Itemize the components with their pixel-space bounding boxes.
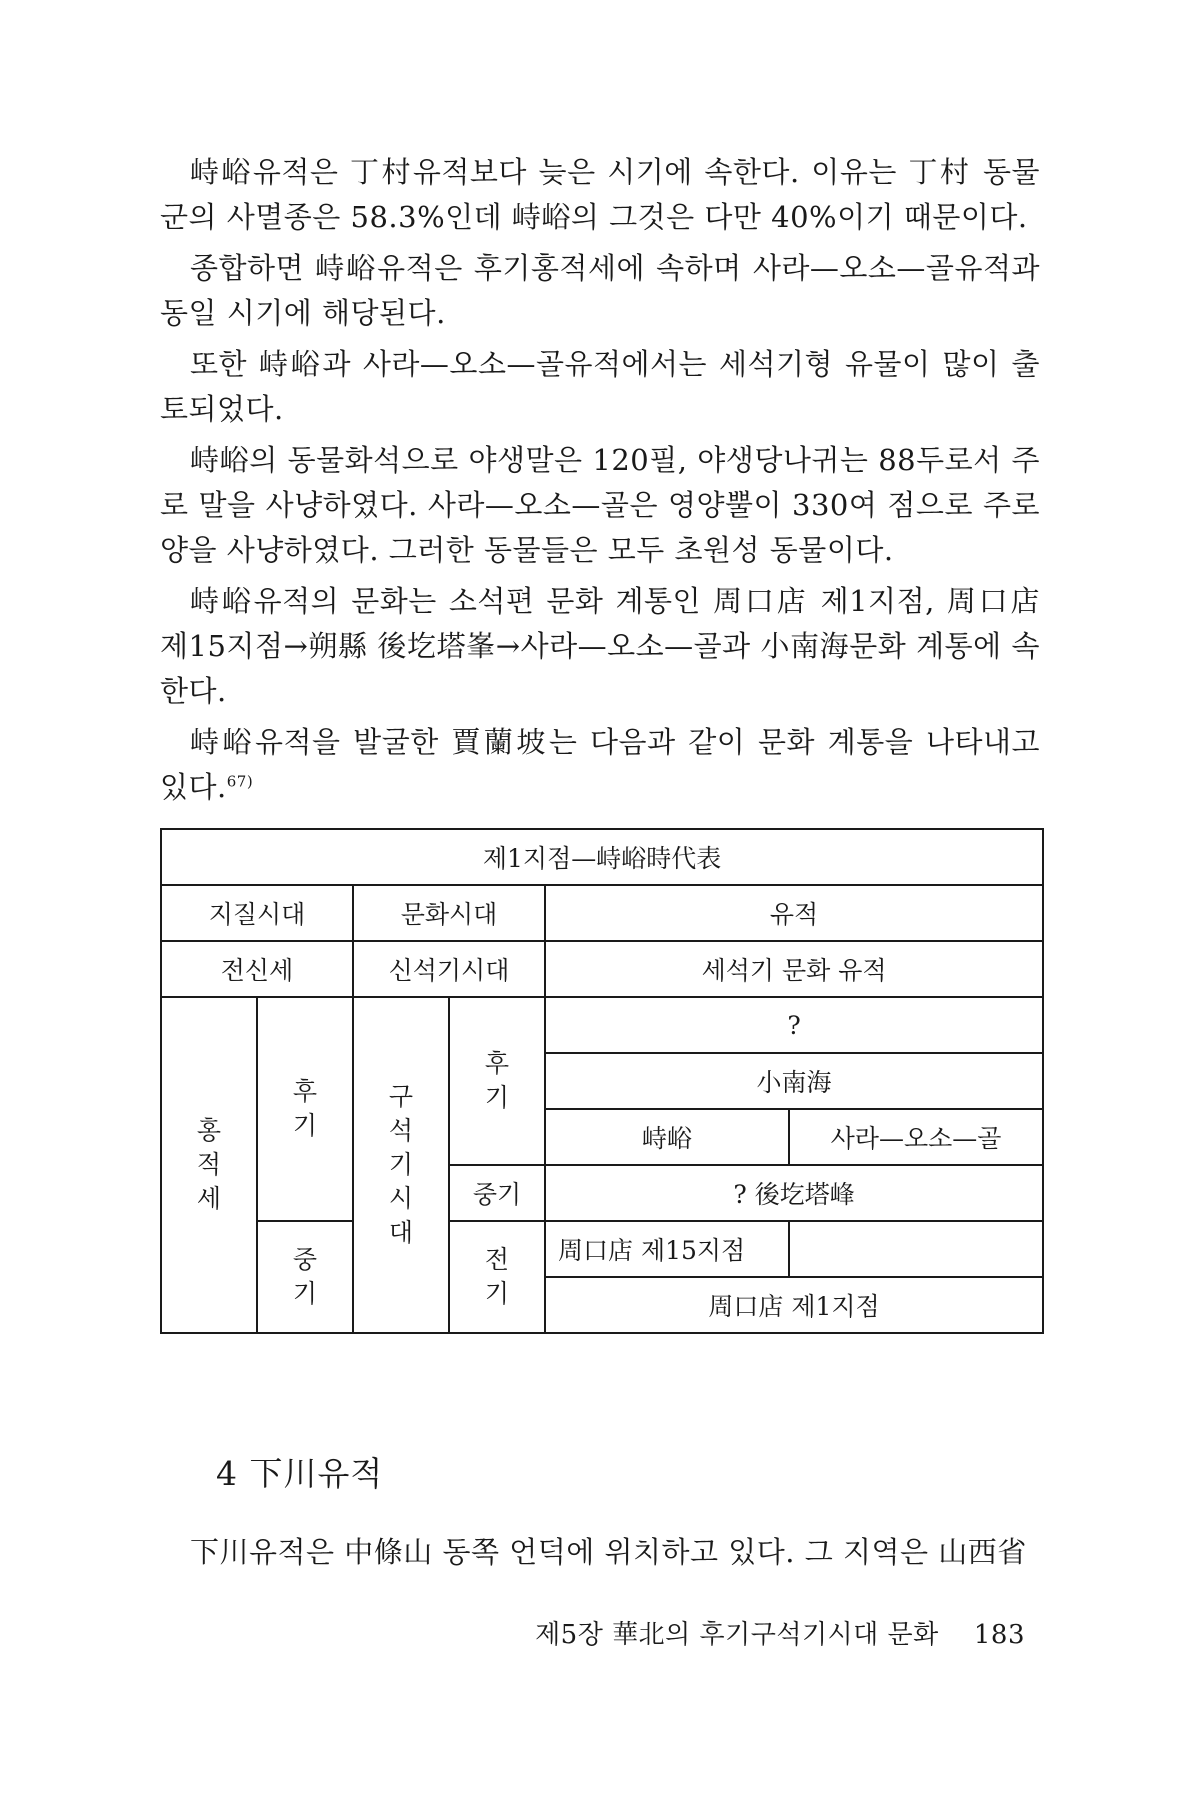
vertical-char: 대	[388, 1218, 414, 1247]
paragraph: 峙峪의 동물화석으로 야생말은 120필, 야생당나귀는 88두로서 주로 말을 사냥하였다. 사라—오소—골은 영양뿔이 330여 점으로 주로 양을 사냥하였다. 그러한 동물들은 모두 초원성 동물이다.	[160, 443, 1040, 567]
paragraph: 또한 峙峪과 사라—오소—골유적에서는 세석기형 유물이 많이 출토되었다.	[160, 347, 1040, 426]
paragraph: 下川유적은 中條山 동쪽 언덕에 위치하고 있다. 그 지역은 山西省	[190, 1535, 1027, 1569]
vertical-char: 중	[292, 1245, 318, 1274]
footnote-ref: 67)	[226, 772, 254, 791]
cell-neolithic: 신석기시대	[353, 941, 545, 997]
vertical-char: 기	[388, 1150, 414, 1179]
cell-hougetafeng: ? 後圪塔峰	[545, 1165, 1043, 1221]
era-table	[160, 828, 1044, 1334]
cell-xiaonanhai: 小南海	[545, 1053, 1043, 1109]
body-text	[160, 150, 1040, 816]
cell-microlith-sites: 세석기 문화 유적	[545, 941, 1043, 997]
cell-pleistocene	[161, 997, 257, 1333]
cell-shiyu: 峙峪	[545, 1109, 789, 1165]
page-number: 183	[973, 1620, 1025, 1650]
paragraph: 종합하면 峙峪유적은 후기홍적세에 속하며 사라—오소—골유적과 동일 시기에 해당된다.	[160, 251, 1040, 330]
vertical-char: 적	[196, 1150, 222, 1179]
vertical-char: 후	[484, 1049, 510, 1078]
vertical-char: 시	[388, 1184, 414, 1213]
cell-zhoukoudian-15: 周口店 제15지점	[545, 1221, 789, 1277]
header-cultural-age: 문화시대	[353, 885, 545, 941]
cell-middle-pleistocene	[257, 1221, 353, 1333]
paragraph: 峙峪유적의 문화는 소석편 문화 계통인 周口店 제1지점, 周口店 제15지점→朔縣 後圪塔峯→사라—오소—골과 小南海문화 계통에 속한다.	[160, 584, 1040, 708]
vertical-char: 기	[484, 1083, 510, 1112]
header-sites: 유적	[545, 885, 1043, 941]
cell-zhoukoudian-1: 周口店 제1지점	[545, 1277, 1043, 1333]
cell-early-paleolithic	[449, 1221, 545, 1333]
cell-sara-osogol: 사라—오소—골	[789, 1109, 1043, 1165]
cell-empty	[789, 1221, 1043, 1277]
header-geologic-age: 지질시대	[161, 885, 353, 941]
vertical-char: 기	[292, 1279, 318, 1308]
running-head: 제5장 華北의 후기구석기시대 문화	[535, 1620, 939, 1650]
vertical-char: 기	[292, 1111, 318, 1140]
vertical-char: 전	[484, 1245, 510, 1274]
paragraph-text: 峙峪유적을 발굴한 賈蘭坡는 다음과 같이 문화 계통을 나타내고 있다.	[160, 725, 1040, 804]
vertical-char: 세	[196, 1184, 222, 1213]
vertical-char: 석	[388, 1116, 414, 1145]
cell-late-paleolithic	[449, 997, 545, 1165]
cell-late-pleistocene	[257, 997, 353, 1221]
cell-holocene: 전신세	[161, 941, 353, 997]
paragraph	[160, 720, 1040, 810]
cell-middle-paleolithic: 중기	[449, 1165, 545, 1221]
vertical-char: 홍	[196, 1116, 222, 1145]
vertical-char: 기	[484, 1279, 510, 1308]
vertical-char: 구	[388, 1082, 414, 1111]
section-title: 4 下川유적	[216, 1454, 384, 1493]
vertical-char: 후	[292, 1077, 318, 1106]
paragraph: 峙峪유적은 丁村유적보다 늦은 시기에 속한다. 이유는 丁村 동물군의 사멸종은 58.3%인데 峙峪의 그것은 다만 40%이기 때문이다.	[160, 155, 1040, 234]
cell-unknown-site: ?	[545, 997, 1043, 1053]
table-title: 제1지점—峙峪時代表	[161, 829, 1043, 885]
page-footer	[535, 1614, 1025, 1651]
cell-paleolithic	[353, 997, 449, 1333]
